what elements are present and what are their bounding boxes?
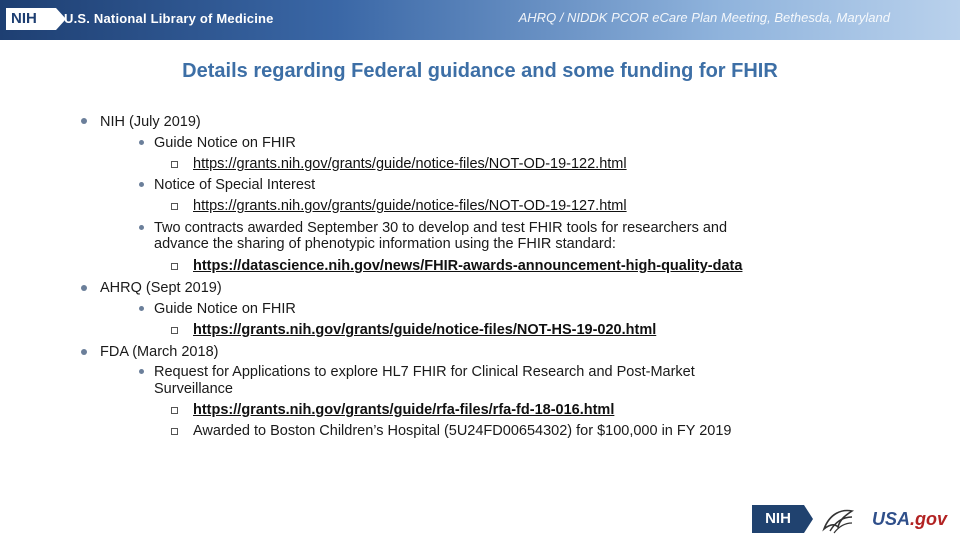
nlm-title: U.S. National Library of Medicine <box>64 11 274 26</box>
bullet-icon <box>139 182 144 187</box>
item-ahrq-guide: Guide Notice on FHIR <box>154 301 296 317</box>
item-nih-guide: Guide Notice on FHIR <box>154 135 296 151</box>
checkbox-icon <box>171 203 178 210</box>
item-fda-rfa-2: Surveillance <box>154 381 233 397</box>
checkbox-icon <box>171 263 178 270</box>
gov-text: .gov <box>910 509 948 529</box>
hhs-eagle-icon[interactable] <box>820 505 860 533</box>
bullet-icon <box>139 225 144 230</box>
item-ahrq: AHRQ (Sept 2019) <box>100 280 222 296</box>
usa-text: USA <box>872 509 911 529</box>
item-fda: FDA (March 2018) <box>100 344 219 360</box>
bullet-icon <box>139 140 144 145</box>
bullet-icon <box>81 285 87 291</box>
nih-logo[interactable]: NIH <box>6 8 56 30</box>
checkbox-icon <box>171 327 178 334</box>
checkbox-icon <box>171 428 178 435</box>
footer-nih-logo[interactable]: NIH <box>752 505 804 533</box>
slide-title: Details regarding Federal guidance and some funding for FHIR <box>182 60 778 82</box>
meeting-title: AHRQ / NIDDK PCOR eCare Plan Meeting, Bethesda, Maryland <box>518 10 890 25</box>
footer-usa-gov-logo[interactable] <box>872 505 952 533</box>
link-nih-nosi[interactable]: https://grants.nih.gov/grants/guide/notice-files/NOT-OD-19-127.html <box>193 198 627 214</box>
item-nih-contracts-1: Two contracts awarded September 30 to develop and test FHIR tools for researchers and <box>154 220 728 236</box>
bullet-icon <box>139 306 144 311</box>
checkbox-icon <box>171 161 178 168</box>
link-nih-contracts[interactable]: https://datascience.nih.gov/news/FHIR-awards-announcement-high-quality-data <box>193 258 743 274</box>
item-nih: NIH (July 2019) <box>100 114 201 130</box>
header-banner <box>0 0 960 40</box>
item-fda-rfa-1: Request for Applications to explore HL7 FHIR for Clinical Research and Post-Market <box>154 364 695 380</box>
bullet-icon <box>81 118 87 124</box>
link-nih-guide[interactable]: https://grants.nih.gov/grants/guide/notice-files/NOT-OD-19-122.html <box>193 156 627 172</box>
link-ahrq-guide[interactable]: https://grants.nih.gov/grants/guide/notice-files/NOT-HS-19-020.html <box>193 322 657 338</box>
bullet-icon <box>81 349 87 355</box>
item-nih-nosi: Notice of Special Interest <box>154 177 316 193</box>
checkbox-icon <box>171 407 178 414</box>
item-nih-contracts-2: advance the sharing of phenotypic information using the FHIR standard: <box>154 236 616 252</box>
link-fda-rfa[interactable]: https://grants.nih.gov/grants/guide/rfa-files/rfa-fd-18-016.html <box>193 402 615 418</box>
bullet-icon <box>139 369 144 374</box>
item-fda-award: Awarded to Boston Children’s Hospital (5U24FD00654302) for $100,000 in FY 2019 <box>193 423 732 439</box>
